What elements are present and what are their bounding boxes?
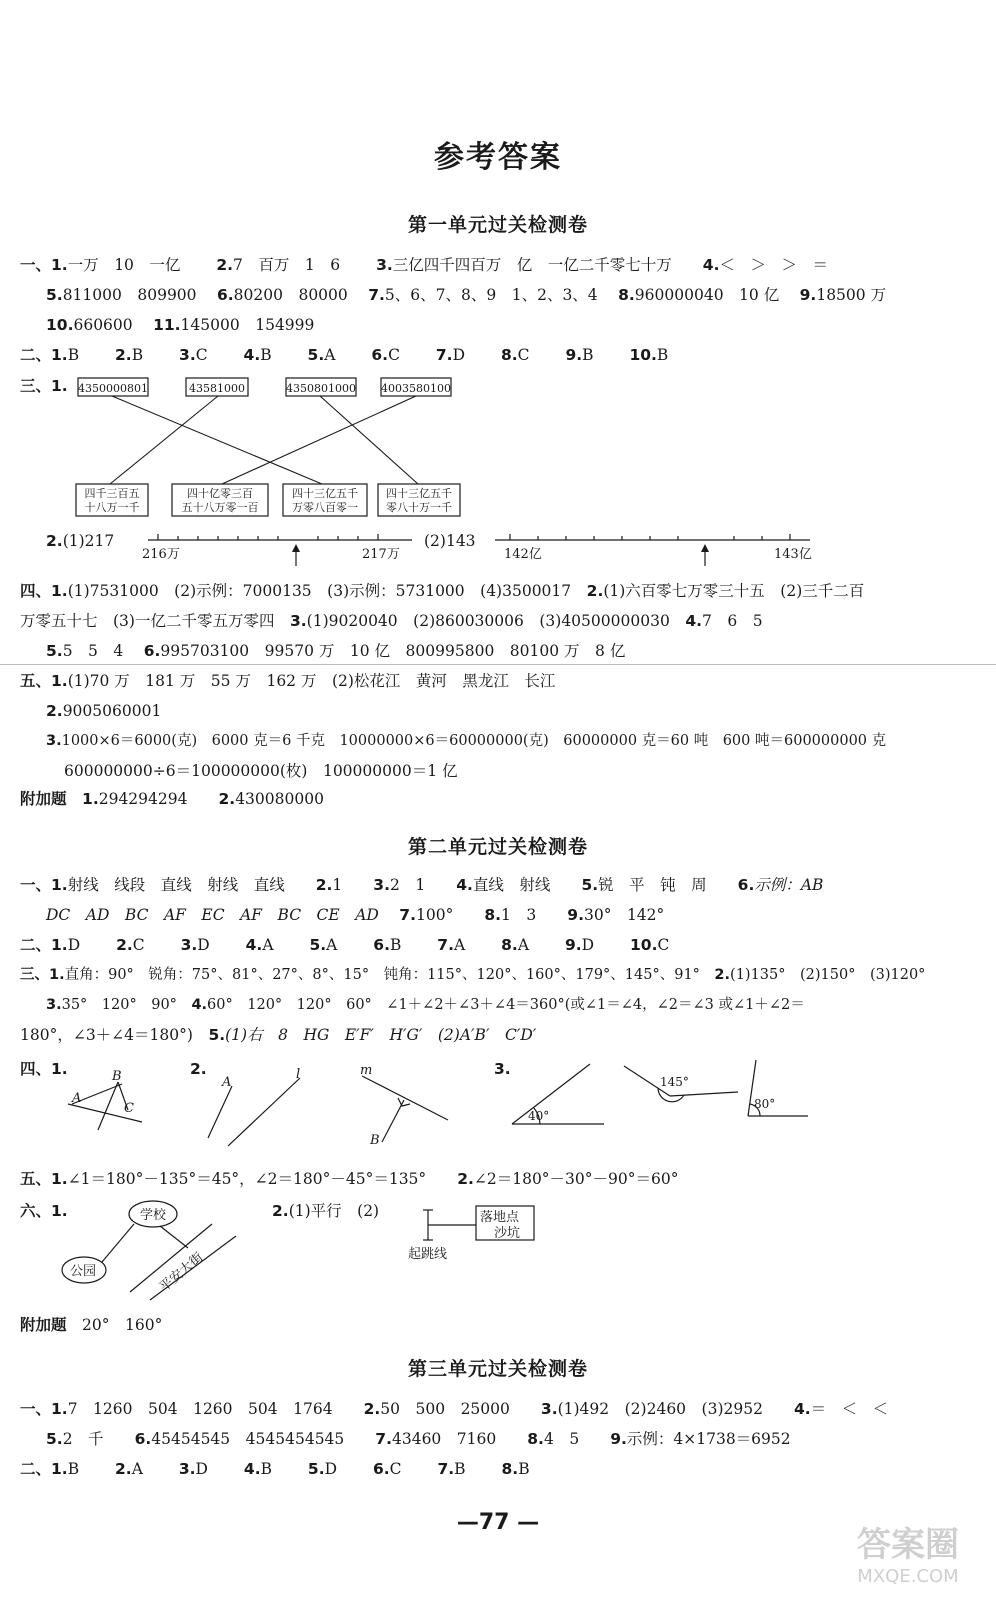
choice-answer: C <box>389 1460 402 1478</box>
unit3-s1-line1 <box>20 1398 982 1420</box>
question-number: 2. <box>115 346 132 364</box>
section-label: 二、1. <box>20 1460 68 1478</box>
question-number: 3. <box>46 997 62 1013</box>
section-label: 一、1. <box>20 1400 68 1418</box>
answer: 30° 142° <box>583 906 665 924</box>
question-number: 1. <box>82 790 99 808</box>
section-label: 二、1. <box>20 346 68 364</box>
question-number: 2. <box>46 532 63 550</box>
section-label: 六、1. <box>20 1202 68 1220</box>
answer: ∠1＝180°－135°＝45°，∠2＝180°－45°＝135° <box>67 1170 427 1188</box>
watermark-bottom: MXQE.COM <box>857 1566 959 1587</box>
answer: 直线 射线 <box>472 876 551 894</box>
question-number: 8. <box>527 1430 544 1448</box>
choice-answer: D <box>324 1460 338 1478</box>
answer: 50 500 25000 <box>380 1400 510 1418</box>
choice-answer: B <box>454 1460 466 1478</box>
page-number: —77 — <box>456 1510 540 1535</box>
answer: (1)217 <box>62 532 115 550</box>
answer: 万零五十七 (3)一亿二千零五万零四 <box>20 612 275 630</box>
point-label: B <box>112 1069 122 1084</box>
section-label: 一、1. <box>20 256 68 274</box>
answer: 1 <box>332 876 343 894</box>
section-label: 二、1. <box>20 936 68 954</box>
bottom-box-label: 十八万一千 <box>84 501 140 514</box>
choice-answer: A <box>517 936 530 954</box>
answer: (1)7531000 (2)示例：7000135 (3)示例：5731000 (4)3500017 <box>67 582 572 600</box>
choice-answer: A <box>131 1460 143 1478</box>
choice-answer: B <box>389 936 402 954</box>
choice-answer: C <box>388 346 400 364</box>
question-number: 3. <box>178 1460 196 1478</box>
answer: (1)六百零七万零三十五 (2)三千二百 <box>603 582 865 600</box>
answer: ＝ ＜ ＜ <box>810 1400 889 1418</box>
question-number: 2. <box>116 936 133 954</box>
answer: (1)492 (2)2460 (3)2952 <box>557 1400 763 1418</box>
question-number: 10. <box>46 316 74 334</box>
top-box-label: 4003580100 <box>381 382 451 395</box>
section-label: 附加题 <box>20 790 67 808</box>
question-number: 2. <box>457 1170 474 1188</box>
question-number: 6. <box>737 876 755 894</box>
choice-answer: C <box>132 936 145 954</box>
choice-answer: D <box>197 936 210 954</box>
park-label: 公园 <box>70 1264 97 1279</box>
line-label: m <box>360 1063 373 1078</box>
answer: 180°，∠3＋∠4＝180°) <box>20 1026 193 1044</box>
question-number: 2. <box>315 876 333 894</box>
question-number: 2. <box>46 702 63 720</box>
answer: 660600 <box>73 316 133 334</box>
question-number: 3. <box>289 612 307 630</box>
question-number: 7. <box>437 936 454 954</box>
question-number: 4. <box>243 346 261 364</box>
unit3-s2-line <box>20 1458 982 1480</box>
choice-answer: C <box>195 346 208 364</box>
unit1-title: 第一单元过关检测卷 <box>407 214 588 236</box>
question-number: 5. <box>46 1430 63 1448</box>
question-number: 7. <box>399 906 416 924</box>
question-number: 8. <box>618 286 635 304</box>
choice-answer: B <box>67 1460 80 1478</box>
answer: 直角：90° 锐角：75°、81°、27°、8°、15° 钝角：115°、120°、160°、179°、145°、91° <box>64 967 700 983</box>
question-number: 9. <box>565 346 583 364</box>
choice-answer: D <box>581 936 595 954</box>
answer: (1)右 8 HG E′F′ H′G′ (2)A′B′ C′D′ <box>225 1026 537 1044</box>
question-number: 9. <box>799 286 817 304</box>
question-number: 2. <box>272 1202 289 1220</box>
question-number: 9. <box>610 1430 627 1448</box>
angle-label: 40° <box>528 1109 550 1123</box>
question-number: 7. <box>435 346 453 364</box>
question-number: 4. <box>685 612 703 630</box>
answer: 45454545 4545454545 <box>151 1430 345 1448</box>
angle-label: 145° <box>660 1075 689 1089</box>
section-label: 一、1. <box>20 876 68 894</box>
question-number: 5. <box>307 1460 325 1478</box>
question-number: 2. <box>363 1400 381 1418</box>
question-number: 5. <box>46 642 63 660</box>
question-number: 6. <box>216 286 234 304</box>
point-label: B <box>370 1133 380 1148</box>
question-number: 6. <box>134 1430 152 1448</box>
point-label: C <box>124 1101 134 1116</box>
question-number: 2. <box>216 256 234 274</box>
question-number: 11. <box>153 316 181 334</box>
answer: ∠2＝180°－30°－90°＝60° <box>473 1170 679 1188</box>
question-number: 3. <box>46 733 62 749</box>
choice-answer: B <box>131 346 144 364</box>
choice-answer: A <box>262 936 274 954</box>
section-label: 附加题 <box>20 1316 67 1334</box>
school-label: 学校 <box>140 1208 167 1223</box>
answer: 100° <box>415 906 454 924</box>
question-number: 10. <box>630 936 658 954</box>
bottom-box-label: 万零八百零一 <box>292 501 358 514</box>
point-label: A <box>72 1091 82 1106</box>
bottom-box-label: 四十亿零三百 <box>187 487 253 500</box>
page-title: 参考答案 <box>434 140 562 175</box>
question-number: 8. <box>501 1460 519 1478</box>
question-number: 5. <box>307 346 325 364</box>
angle-label: 80° <box>754 1097 776 1111</box>
question-number: 7. <box>368 286 385 304</box>
section-label: 四、1. <box>20 582 68 600</box>
bottom-box-label: 四千三百五 <box>84 487 140 500</box>
choice-answer: A <box>326 936 338 954</box>
question-number: 3. <box>373 876 390 894</box>
bottom-box-label: 零八十万一千 <box>386 501 452 514</box>
section-label: 五、1. <box>20 672 68 690</box>
question-number: 2. <box>586 582 604 600</box>
bottom-box-label: 四十三亿五千 <box>292 487 358 500</box>
section-label: 四、1. <box>20 1060 68 1078</box>
answer: 294294294 <box>98 790 188 808</box>
choice-answer: A <box>453 936 466 954</box>
question-number: 5. <box>46 286 63 304</box>
choice-answer: D <box>195 1460 208 1478</box>
answer: 600000000÷6＝100000000(枚) 100000000＝1 亿 <box>64 762 458 780</box>
choice-answer: B <box>67 346 80 364</box>
watermark-top: 答案圈 <box>857 1525 959 1565</box>
question-number: 5. <box>309 936 327 954</box>
question-number: 9. <box>564 936 582 954</box>
answer: 一万 10 一亿 <box>67 256 181 274</box>
answer: 145000 154999 <box>180 316 315 334</box>
top-box-label: 4350000801 <box>78 382 148 395</box>
question-number: 2. <box>218 790 236 808</box>
choice-answer: B <box>518 1460 530 1478</box>
answer: 35° 120° 90° <box>61 997 177 1013</box>
answer: 示例：AB <box>754 876 824 894</box>
answer: 示例：4×1738＝6952 <box>626 1430 791 1448</box>
question-number: 4. <box>793 1400 811 1418</box>
answer: (1)平行 (2) <box>288 1202 380 1220</box>
unit2-title: 第二单元过关检测卷 <box>407 836 588 858</box>
choice-answer: B <box>260 346 272 364</box>
question-number: 4. <box>245 936 263 954</box>
question-number: 3. <box>376 256 393 274</box>
answer: 5 5 4 <box>62 642 124 660</box>
answer: 7 6 5 <box>702 612 763 630</box>
section-label: 三、1. <box>20 967 65 983</box>
question-number: 3. <box>540 1400 558 1418</box>
answer: 18500 万 <box>816 286 887 304</box>
answer: DC AD BC AF EC AF BC CE AD <box>46 906 379 924</box>
question-number: 6. <box>373 936 390 954</box>
answer: 5、6、7、8、9 1、2、3、4 <box>384 286 598 304</box>
choice-answer: C <box>517 346 530 364</box>
point-label: A <box>222 1075 232 1090</box>
question-number: 2. <box>190 1060 207 1078</box>
answer: 射线 线段 直线 射线 直线 <box>67 876 285 894</box>
answer: 430080000 <box>235 790 324 808</box>
line-label: l <box>296 1067 301 1082</box>
answer: 2 1 <box>389 876 426 894</box>
question-number: 5. <box>581 876 599 894</box>
pit-label: 沙坑 <box>494 1226 521 1241</box>
landing-label: 落地点 <box>480 1210 520 1225</box>
choice-answer: B <box>260 1460 272 1478</box>
answer: 20° 160° <box>82 1316 163 1334</box>
answer: 960000040 10 亿 <box>634 286 780 304</box>
answer: 811000 809900 <box>62 286 197 304</box>
question-number: 3. <box>179 346 196 364</box>
question-number: 5. <box>208 1026 226 1044</box>
number-line-left-label: 216万 <box>142 547 180 562</box>
answer: (1)70 万 181 万 55 万 162 万 (2)松花江 黄河 黑龙江 长江 <box>67 672 556 690</box>
number-line-right-label: 143亿 <box>774 547 812 562</box>
question-number: 6. <box>372 1460 390 1478</box>
answer: 43460 7160 <box>391 1430 497 1448</box>
answer: 995703100 99570 万 10 亿 800995800 80100 万 8 亿 <box>160 642 626 660</box>
street-label: 平安大街 <box>156 1250 207 1296</box>
question-number: 6. <box>143 642 161 660</box>
question-number: 7. <box>437 1460 455 1478</box>
question-number: 3. <box>180 936 198 954</box>
question-number: 2. <box>115 1460 132 1478</box>
choice-answer: B <box>656 346 669 364</box>
question-number: 3. <box>494 1060 511 1078</box>
question-number: 8. <box>484 906 502 924</box>
answer: 三亿四千四百万 亿 一亿二千零七十万 <box>392 256 672 274</box>
section-label: 三、1. <box>20 377 68 395</box>
question-number: 4. <box>702 256 720 274</box>
answer: ＜ ＞ ＞ ＝ <box>719 256 828 274</box>
choice-answer: A <box>324 346 336 364</box>
unit2-extra <box>20 1314 982 1336</box>
path-line <box>102 1224 134 1262</box>
choice-answer: D <box>452 346 465 364</box>
unit3-title: 第三单元过关检测卷 <box>407 1358 588 1380</box>
answer: 80200 80000 <box>233 286 348 304</box>
answer: (1)135° (2)150° (3)120° <box>730 967 926 983</box>
question-number: 6. <box>371 346 389 364</box>
top-box-label: 4350801000 <box>286 382 356 395</box>
question-number: 4. <box>243 1460 261 1478</box>
question-number: 2. <box>714 967 731 983</box>
bottom-box-label: 四十三亿五千 <box>386 487 452 500</box>
answer: (1)9020040 (2)860030006 (3)40500000030 <box>306 612 670 630</box>
question-number: 4. <box>456 876 473 894</box>
answer: 2 千 <box>62 1430 104 1448</box>
number-line-right-label: 217万 <box>362 547 400 562</box>
choice-answer: B <box>582 346 594 364</box>
answer: 7 百万 1 6 <box>233 256 341 274</box>
number-line-left-label: 142亿 <box>504 547 542 562</box>
answer: (2)143 <box>424 532 476 550</box>
question-number: 8. <box>501 936 518 954</box>
choice-answer: C <box>657 936 670 954</box>
takeoff-label: 起跳线 <box>408 1247 448 1262</box>
answer: 7 1260 504 1260 504 1764 <box>67 1400 333 1418</box>
path-line <box>160 1226 188 1248</box>
question-number: 8. <box>500 346 518 364</box>
choice-answer: D <box>67 936 81 954</box>
answer: 1000×6＝6000(克) 6000 克＝6 千克 10000000×6＝60000000(克) 60000000 克＝60 吨 600 吨＝600000000 克 <box>61 733 887 749</box>
unit3-s1-line2 <box>46 1428 982 1450</box>
watermark-logo <box>828 1525 988 1595</box>
answer: 60° 120° 120° 60° ∠1＋∠2＋∠3＋∠4＝360°(或∠1＝∠4，∠2＝∠3 或∠1＋∠2＝ <box>207 997 805 1013</box>
answer: 锐 平 钝 周 <box>598 876 707 894</box>
section-label: 五、1. <box>20 1170 68 1188</box>
question-number: 9. <box>567 906 584 924</box>
top-box-label: 43581000 <box>189 382 245 395</box>
answer: 9005060001 <box>62 702 162 720</box>
answer: 1 3 <box>501 906 537 924</box>
question-number: 10. <box>629 346 657 364</box>
question-number: 7. <box>375 1430 392 1448</box>
answer: 4 5 <box>543 1430 580 1448</box>
bottom-box-label: 五十八万零一百 <box>181 501 259 514</box>
question-number: 4. <box>191 997 208 1013</box>
